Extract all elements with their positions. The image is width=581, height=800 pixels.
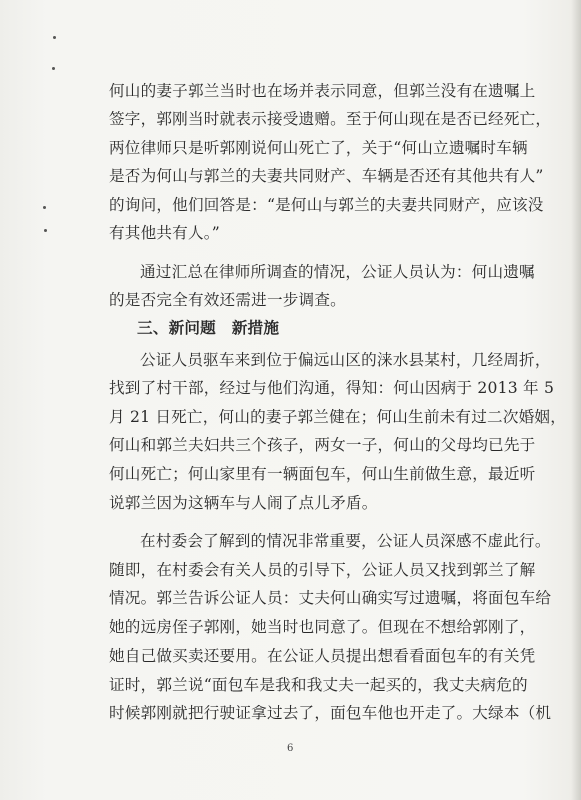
body-text-line: 公证人员驱车来到位于偏远山区的涞水县某村，几经周折， — [140, 351, 551, 369]
binding-hole-mark — [44, 229, 47, 232]
body-text-line: 有其他共有人。” — [109, 224, 220, 242]
page-edge-shadow — [571, 0, 581, 800]
body-text-line: 时候郭刚就把行驶证拿过去了，面包车他也开走了。大绿本（机 — [109, 704, 552, 722]
body-text-line: 她的远房侄子郭刚，她当时也同意了。但现在不想给郭刚了， — [109, 618, 536, 636]
binding-hole-mark — [43, 206, 46, 209]
body-text-line: 是否为何山与郭兰的夫妻共同财产、车辆是否还有其他共有人” — [109, 167, 544, 185]
body-text-line: 她自己做买卖还要用。在公证人员提出想看看面包车的有关凭 — [109, 647, 536, 665]
binding-hole-mark — [53, 36, 56, 39]
body-text-line: 签字，郭刚当时就表示接受遗赠。至于何山现在是否已经死亡， — [109, 110, 552, 128]
body-text-line: 随即，在村委会有关人员的引导下，公证人员又找到郭兰了解 — [109, 561, 536, 579]
body-text-line: 在村委会了解到的情况非常重要，公证人员深感不虚此行。 — [140, 532, 551, 550]
body-text-line: 的询问，他们回答是：“是何山与郭兰的夫妻共同财产，应该没 — [109, 196, 544, 214]
body-text-line: 情况。郭兰告诉公证人员：丈夫何山确实写过遗嘱，将面包车给 — [109, 589, 552, 607]
binding-hole-mark — [52, 67, 55, 70]
body-text-line: 找到了村干部，经过与他们沟通，得知：何山因病于 2013 年 5 — [109, 379, 555, 397]
page-number: 6 — [287, 743, 294, 754]
body-text-line: 何山死亡；何山家里有一辆面包车，何山生前做生意，最近听 — [109, 465, 536, 483]
body-text-line: 通过汇总在律师所调查的情况，公证人员认为：何山遗嘱 — [140, 263, 535, 281]
body-text-line: 的是否完全有效还需进一步调查。 — [109, 291, 346, 309]
body-text-line: 两位律师只是听郭刚说何山死亡了，关于“何山立遗嘱时车辆 — [109, 139, 528, 157]
section-heading: 三、新问题 新措施 — [137, 319, 280, 337]
body-text-line: 何山和郭兰夫妇共三个孩子，两女一子，何山的父母均已先于 — [109, 436, 536, 454]
body-text-line: 说郭兰因为这辆车与人闹了点儿矛盾。 — [109, 494, 378, 512]
body-text-line: 证时，郭兰说“面包车是我和我丈夫一起买的，我丈夫病危的 — [109, 676, 528, 694]
body-text-line: 何山的妻子郭兰当时也在场并表示同意，但郭兰没有在遗嘱上 — [109, 82, 536, 100]
body-text-line: 月 21 日死亡，何山的妻子郭兰健在；何山生前未有过二次婚姻， — [109, 408, 566, 426]
